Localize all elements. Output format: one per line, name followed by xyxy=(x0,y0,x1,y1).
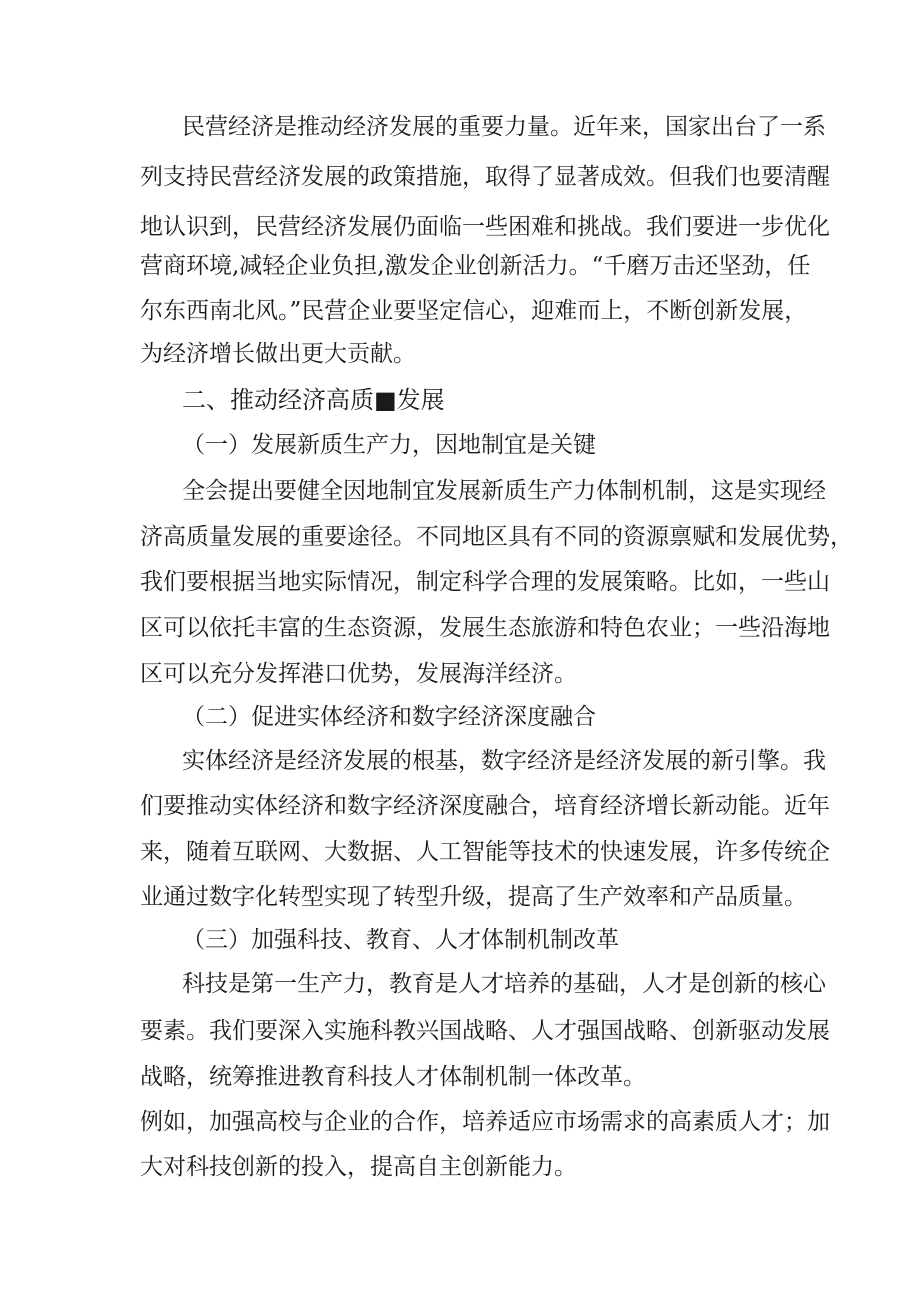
paragraph-line: 尔东西南北风。”民营企业要坚定信心，迎难而上，不断创新发展， xyxy=(140,298,808,324)
paragraph-line: 为经济增长做出更大贡献。 xyxy=(140,341,416,367)
paragraph-line: 要素。我们要深入实施科教兴国战略、人才强国战略、创新驱动发展 xyxy=(140,1018,830,1044)
section-heading: 二、推动经济高质■发展 xyxy=(182,386,445,414)
paragraph-line: 列支持民营经济发展的政策措施，取得了显著成效。但我们也要清醒 xyxy=(140,164,830,190)
paragraph-line: 区可以充分发挥港口优势，发展海洋经济。 xyxy=(140,661,577,687)
subsection-heading: （二）促进实体经济和数字经济深度融合 xyxy=(182,704,596,730)
paragraph-line: 全会提出要健全因地制宜发展新质生产力体制机制，这是实现经 xyxy=(182,478,826,504)
subsection-heading: （三）加强科技、教育、人才体制机制改革 xyxy=(182,927,619,953)
paragraph-line: 来，随着互联网、大数据、人工智能等技术的快速发展，许多传统企 xyxy=(140,839,830,865)
paragraph-line: 科技是第一生产力，教育是人才培养的基础，人才是创新的核心 xyxy=(182,971,826,997)
paragraph-line: 地认识到，民营经济发展仍面临一些困难和挑战。我们要进一步优化 xyxy=(140,214,830,240)
paragraph-line: 我们要根据当地实际情况，制定科学合理的发展策略。比如，一些山 xyxy=(140,569,830,595)
paragraph-line: 业通过数字化转型实现了转型升级，提高了生产效率和产品质量。 xyxy=(140,884,807,910)
paragraph-line: 例如，加强高校与企业的合作，培养适应市场需求的高素质人才；加 xyxy=(140,1109,830,1135)
paragraph-line: 区可以依托丰富的生态资源，发展生态旅游和特色农业；一些沿海地 xyxy=(140,615,830,641)
paragraph-line: 们要推动实体经济和数字经济深度融合，培育经济增长新动能。近年 xyxy=(140,793,830,819)
paragraph-line: 实体经济是经济发展的根基，数字经济是经济发展的新引擎。我 xyxy=(182,748,826,774)
paragraph-line: 大对科技创新的投入，提高自主创新能力。 xyxy=(140,1154,577,1180)
paragraph-line: 济高质量发展的重要途径。不同地区具有不同的资源禀赋和发展优势， xyxy=(140,524,853,550)
paragraph-line: 营商环境,减轻企业负担,激发企业创新活力。“千磨万击还坚劲，任 xyxy=(140,253,811,279)
paragraph-line: 战略，统筹推进教育科技人才体制机制一体改革。 xyxy=(140,1064,646,1090)
paragraph-line: 民营经济是推动经济发展的重要力量。近年来，国家出台了一系 xyxy=(182,114,826,140)
subsection-heading: （一）发展新质生产力，因地制宜是关键 xyxy=(182,432,596,458)
